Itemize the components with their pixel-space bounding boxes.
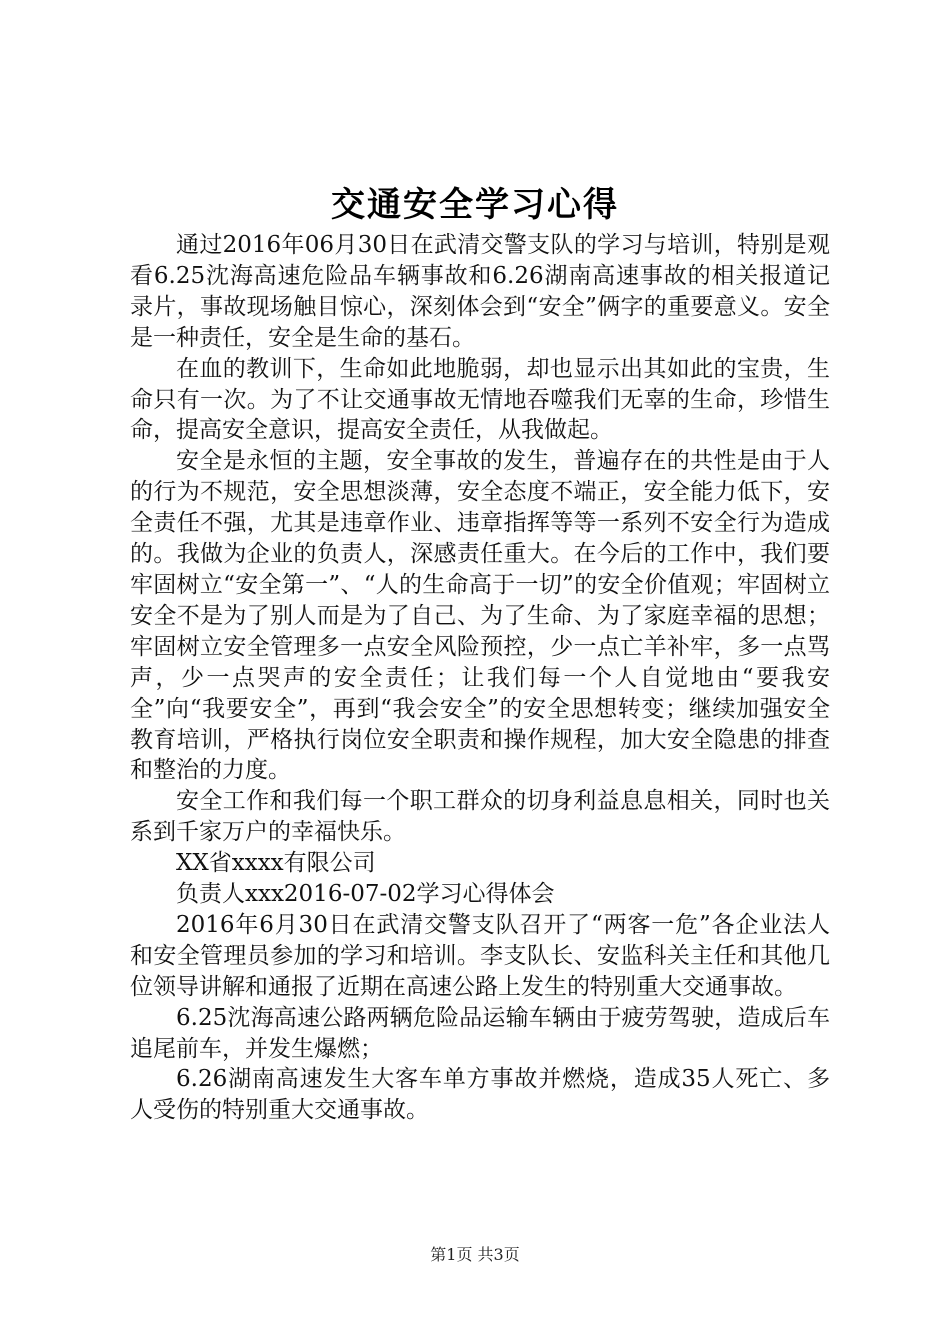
company-name: XX省xxxx有限公司 [176,850,376,877]
signature-line: 负责人xxx2016-07-02学习心得体会 [176,881,555,908]
paragraph-intro: 通过2016年06月30日在武清交警支队的学习与培训，特别是观看6.25沈海高速危险品车辆事故和6.26湖南高速事故的相关报道记录片，事故现场触目惊心，深刻体会到“安全”俩字的重要意义。安全是一种责任，安全是生命的基石。 [130,232,830,351]
document-body [130,230,830,1126]
paragraph-accident-625: 6.25沈海高速公路两辆危险品运输车辆由于疲劳驾驶，造成后车追尾前车，并发生爆燃； [130,1004,830,1062]
paragraph-interest: 安全工作和我们每一个职工群众的切身利益息息相关，同时也关系到千家万户的幸福快乐。 [130,788,830,846]
page-number: 第1页 共3页 [430,1245,520,1264]
paragraph-theme: 安全是永恒的主题，安全事故的发生，普遍存在的共性是由于人的行为不规范，安全思想淡薄，安全态度不端正，安全能力低下，安全责任不强，尤其是违章作业、违章指挥等等一系列不安全行为造成的。我做为企业的负责人，深感责任重大。在今后的工作中，我们要牢固树立“安全第一”、“人的生命高于一切”的安全价值观；牢固树立安全不是为了别人而是为了自己、为了生命、为了家庭幸福的思想；牢固树立安全管理多一点安全风险预控，少一点亡羊补牢，多一点骂声，少一点哭声的安全责任；让我们每一个人自觉地由“要我安全”向“我要安全”，再到“我会安全”的安全思想转变；继续加强安全教育培训，严格执行岗位安全职责和操作规程，加大安全隐患的排查和整治的力度。 [130,448,830,784]
paragraph-accident-626: 6.26湖南高速发生大客车单方事故并燃烧，造成35人死亡、多人受伤的特别重大交通事故。 [130,1066,830,1124]
page-title: 交通安全学习心得 [331,185,619,225]
paragraph-meeting: 2016年6月30日在武清交警支队召开了“两客一危”各企业法人和安全管理员参加的学习和培训。李支队长、安监科关主任和其他几位领导讲解和通报了近期在高速公路上发生的特别重大交通事故。 [130,911,830,1000]
paragraph-lesson: 在血的教训下，生命如此地脆弱，却也显示出其如此的宝贵，生命只有一次。为了不让交通事故无情地吞噬我们无辜的生命，珍惜生命，提高安全意识，提高安全责任，从我做起。 [130,355,830,444]
